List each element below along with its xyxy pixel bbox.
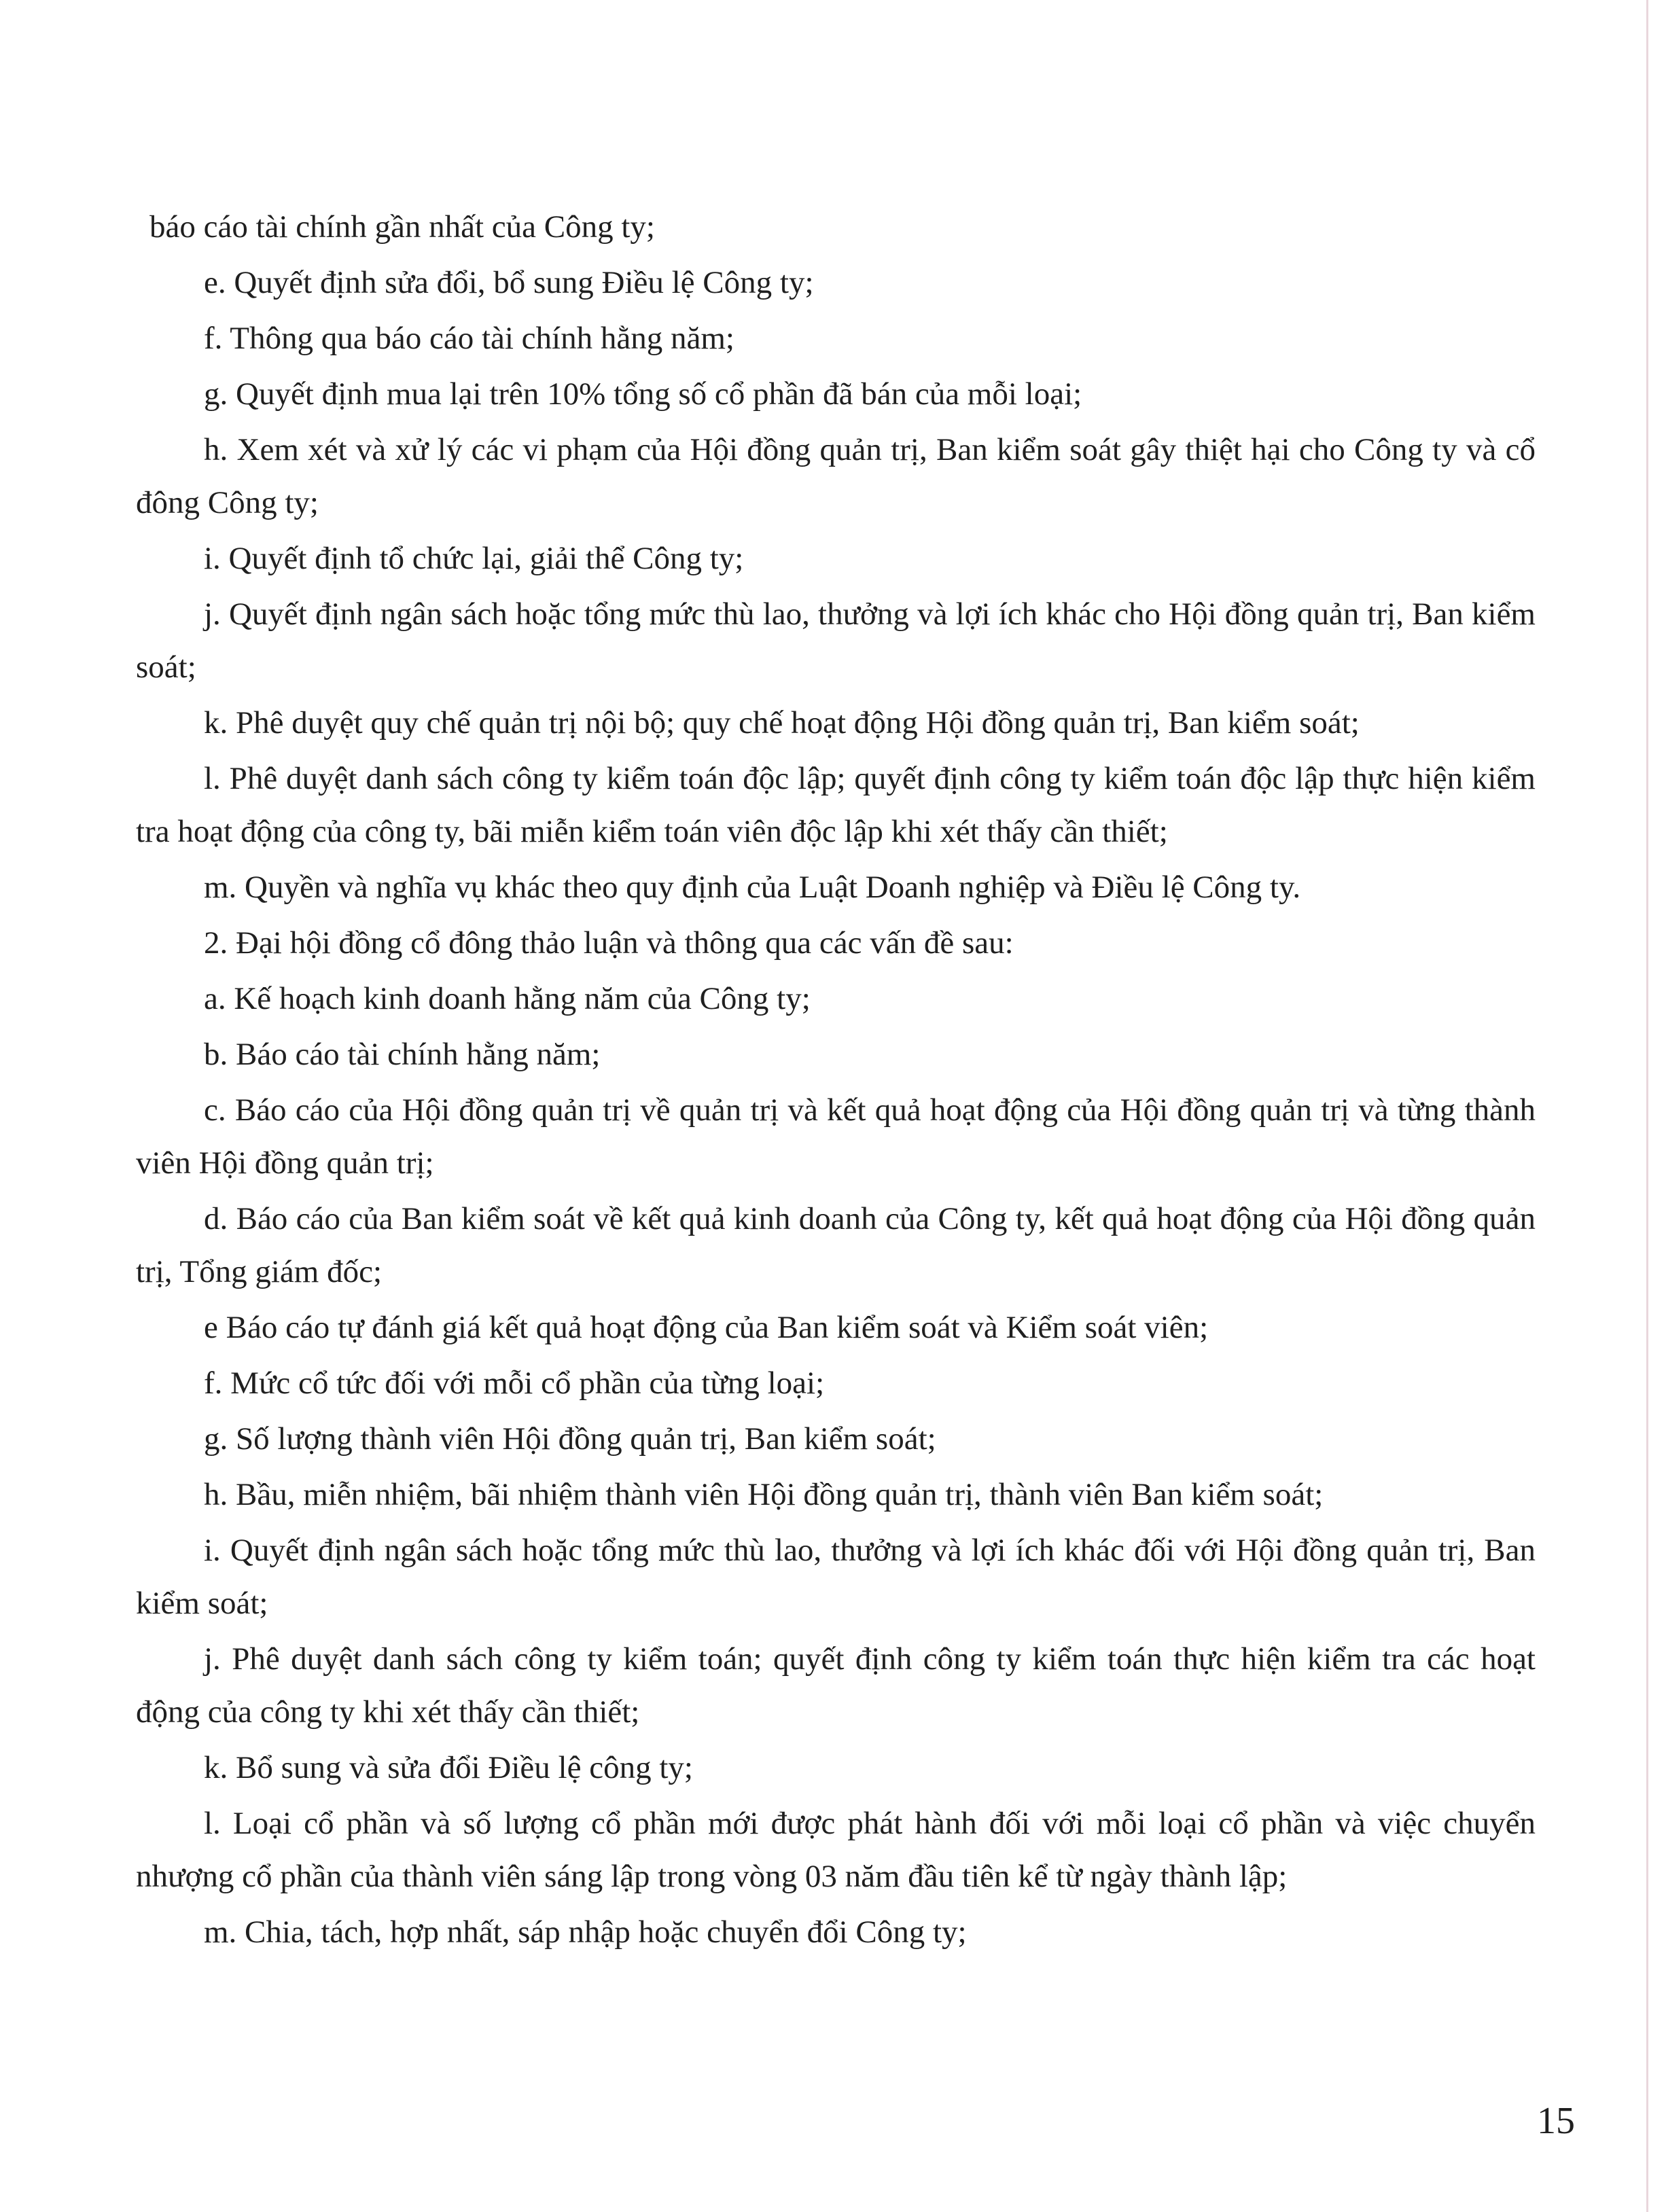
- paragraph-item-h2: h. Bầu, miễn nhiệm, bãi nhiệm thành viên Hội đồng quản trị, thành viên Ban kiểm soát;: [204, 1477, 1324, 1512]
- paragraph-item-m: m. Quyền và nghĩa vụ khác theo quy định của Luật Doanh nghiệp và Điều lệ Công ty.: [204, 870, 1301, 905]
- section-2-heading: 2. Đại hội đồng cổ đông thảo luận và thông qua các vấn đề sau:: [204, 925, 1014, 961]
- paragraph-item-j2: j. Phê duyệt danh sách công ty kiểm toán; quyết định công ty kiểm toán thực hiện kiểm tra các hoạt động của công ty khi xét thấy cần thiết;: [136, 1641, 1536, 1730]
- paragraph-item-k2: k. Bổ sung và sửa đổi Điều lệ công ty;: [204, 1750, 693, 1785]
- document-body: [136, 200, 1536, 1961]
- paragraph-item-a: a. Kế hoạch kinh doanh hằng năm của Công ty;: [204, 981, 811, 1016]
- paragraph-item-b: b. Báo cáo tài chính hằng năm;: [204, 1037, 601, 1072]
- paragraph-item-d: d. Báo cáo của Ban kiểm soát về kết quả kinh doanh của Công ty, kết quả hoạt động của Hội đồng quản trị, Tổng giám đốc;: [136, 1201, 1536, 1289]
- paragraph-item-l: l. Phê duyệt danh sách công ty kiểm toán độc lập; quyết định công ty kiểm toán độc lập thực hiện kiểm tra hoạt động của công ty, bãi miễn kiểm toán viên độc lập khi xét thấy cần thiết;: [136, 761, 1536, 849]
- paragraph-item-f2: f. Mức cổ tức đối với mỗi cổ phần của từng loại;: [204, 1366, 825, 1401]
- paragraph-item-g: g. Quyết định mua lại trên 10% tổng số cổ phần đã bán của mỗi loại;: [204, 376, 1082, 412]
- page-edge-line: [1646, 0, 1648, 2212]
- page-number: 15: [1537, 2100, 1575, 2142]
- paragraph-item-m2: m. Chia, tách, hợp nhất, sáp nhập hoặc chuyển đổi Công ty;: [204, 1914, 967, 1950]
- paragraph-item-i: i. Quyết định tổ chức lại, giải thể Công ty;: [204, 541, 744, 576]
- paragraph-item-j: j. Quyết định ngân sách hoặc tổng mức thù lao, thưởng và lợi ích khác cho Hội đồng quản trị, Ban kiểm soát;: [136, 596, 1536, 685]
- paragraph-item-h: h. Xem xét và xử lý các vi phạm của Hội đồng quản trị, Ban kiểm soát gây thiệt hại cho Công ty và cổ đông Công ty;: [136, 432, 1536, 520]
- paragraph-item-l2: l. Loại cổ phần và số lượng cổ phần mới được phát hành đối với mỗi loại cổ phần và việc chuyển nhượng cổ phần của thành viên sáng lập trong vòng 03 năm đầu tiên kể từ ngày thành lập;: [136, 1806, 1536, 1894]
- paragraph-item-f: f. Thông qua báo cáo tài chính hằng năm;: [204, 321, 734, 356]
- paragraph-continuation: báo cáo tài chính gần nhất của Công ty;: [149, 209, 655, 245]
- paragraph-item-e: e. Quyết định sửa đổi, bổ sung Điều lệ Công ty;: [204, 265, 814, 300]
- paragraph-item-c: c. Báo cáo của Hội đồng quản trị về quản trị và kết quả hoạt động của Hội đồng quản trị và từng thành viên Hội đồng quản trị;: [136, 1092, 1536, 1181]
- paragraph-item-g2: g. Số lượng thành viên Hội đồng quản trị, Ban kiểm soát;: [204, 1421, 936, 1457]
- paragraph-item-e2: e Báo cáo tự đánh giá kết quả hoạt động của Ban kiểm soát và Kiểm soát viên;: [204, 1310, 1209, 1345]
- paragraph-item-k: k. Phê duyệt quy chế quản trị nội bộ; quy chế hoạt động Hội đồng quản trị, Ban kiểm soát;: [204, 705, 1360, 741]
- paragraph-item-i2: i. Quyết định ngân sách hoặc tổng mức thù lao, thưởng và lợi ích khác đối với Hội đồng quản trị, Ban kiểm soát;: [136, 1533, 1536, 1621]
